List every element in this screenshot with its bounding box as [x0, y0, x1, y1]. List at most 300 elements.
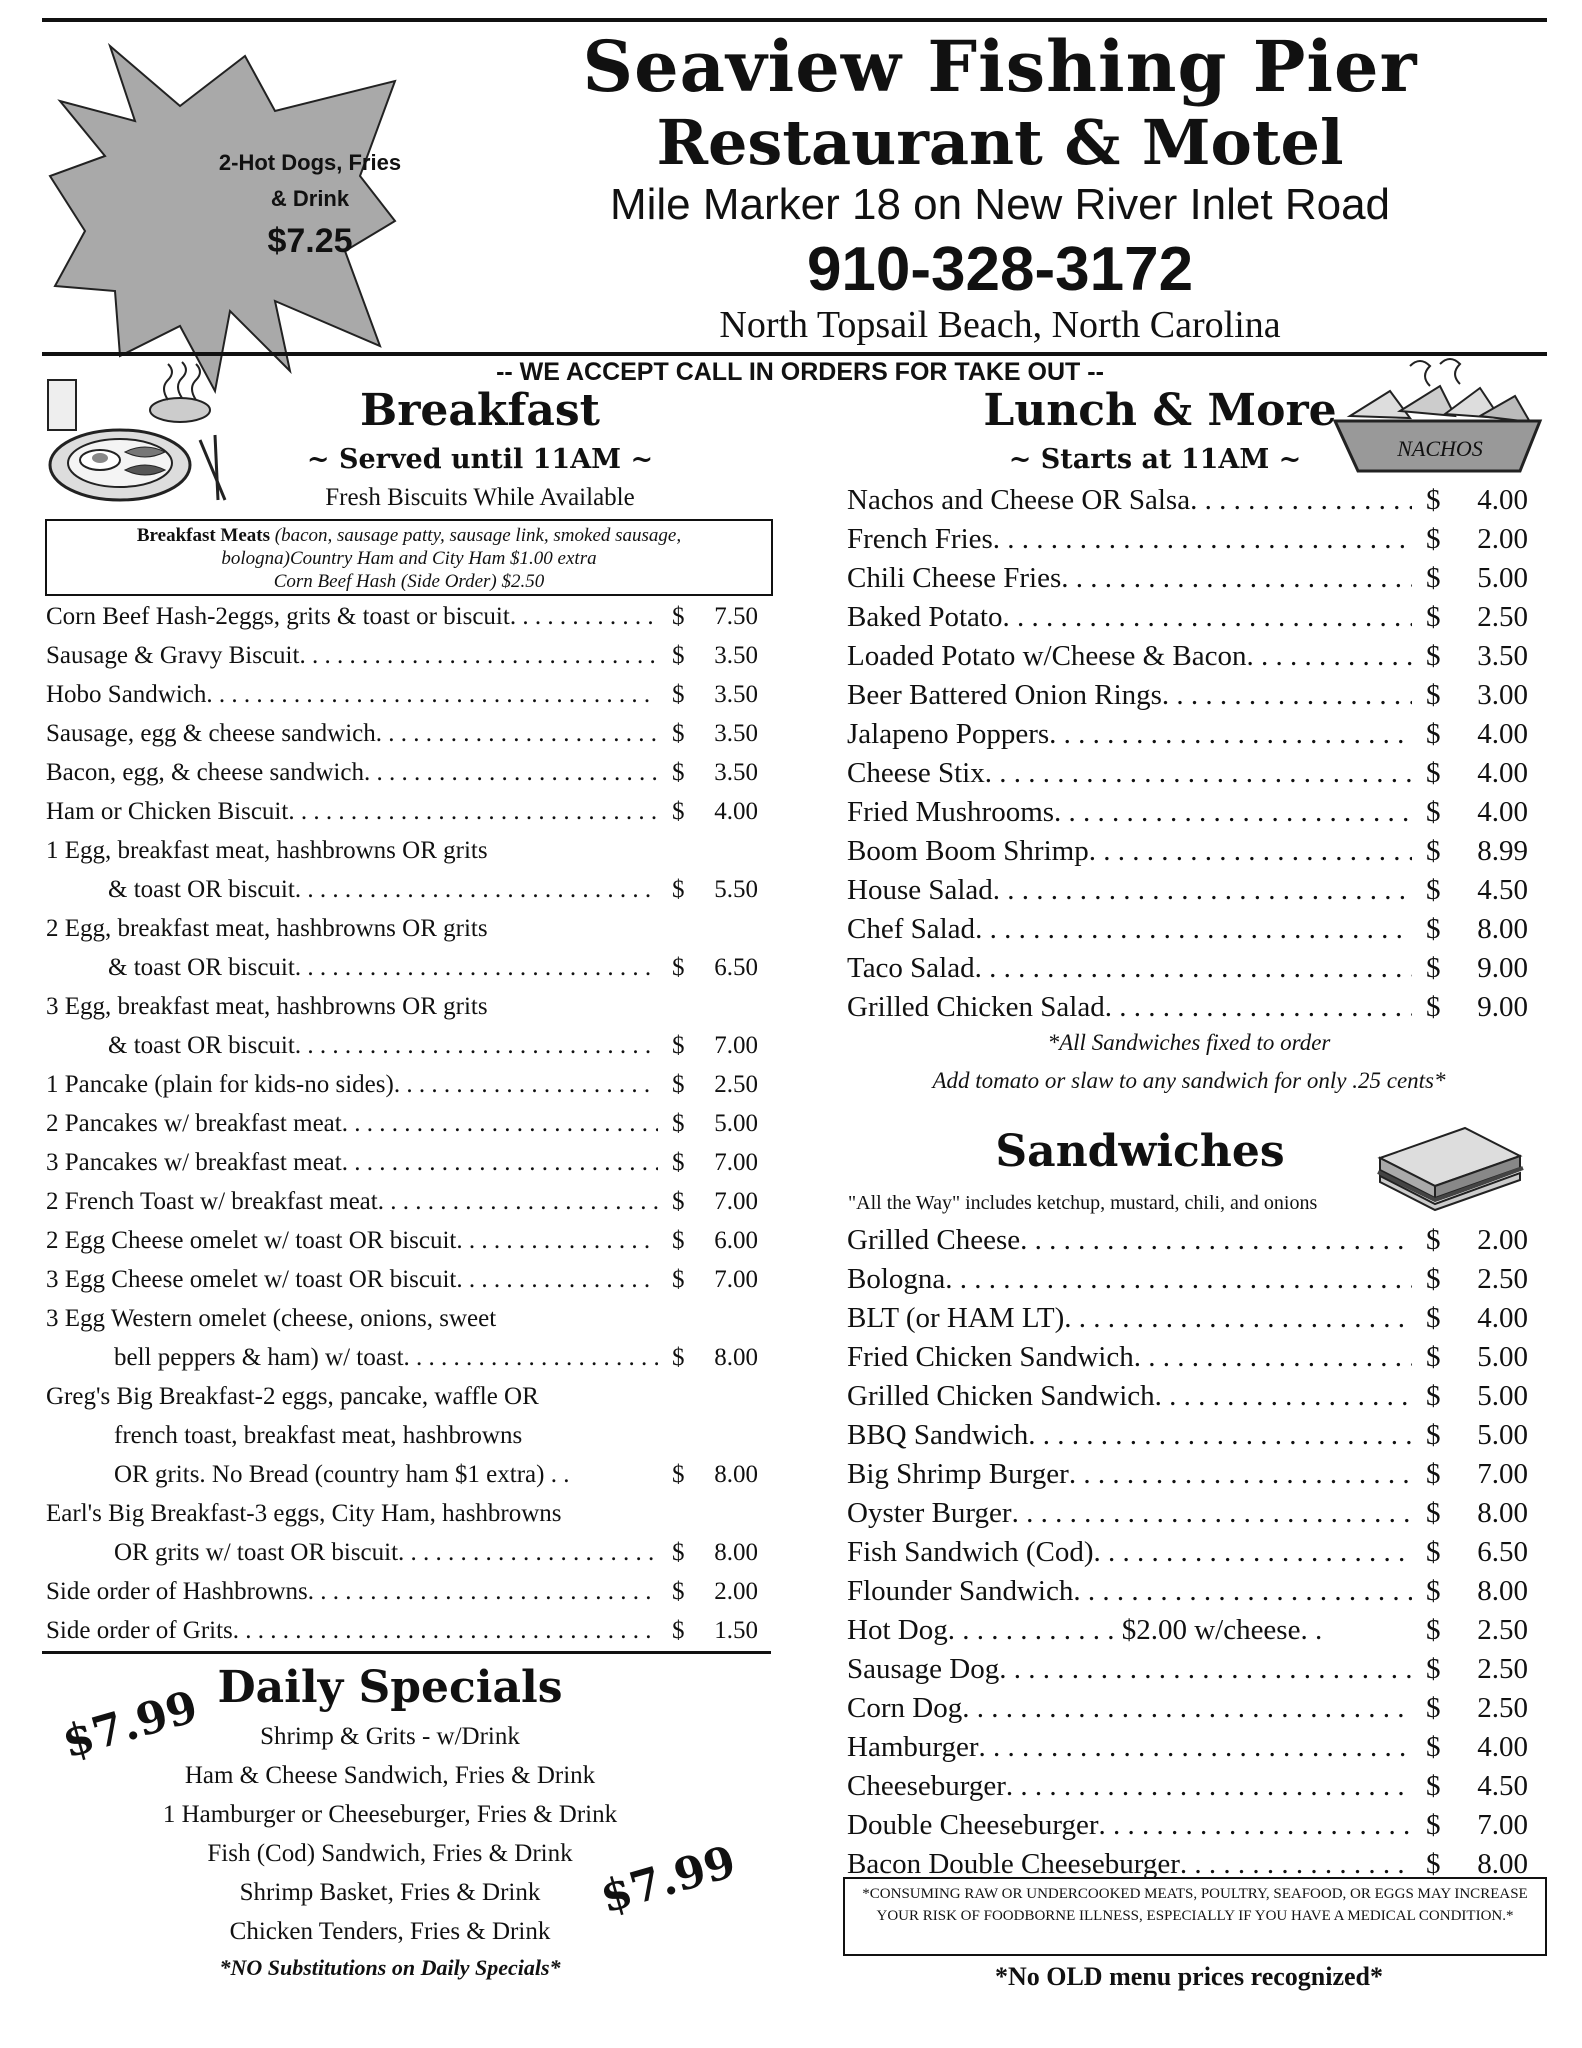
daily-specials-price-tag-1: $7.99 [56, 1681, 204, 1769]
currency-symbol: $ [672, 1344, 685, 1371]
breakfast-item-name: & toast OR biscuit [108, 876, 295, 903]
dot-leader [308, 1572, 658, 1611]
lunch-item-name: Grilled Chicken Salad [847, 991, 1105, 1023]
sandwich-item-price [1426, 1455, 1529, 1494]
phone-number: 910-328-3172 [806, 235, 1194, 304]
currency-symbol: $ [1426, 1575, 1441, 1607]
breakfast-bottom-rule [42, 1651, 771, 1654]
lunch-item [847, 637, 1529, 676]
nachos-label: NACHOS [1397, 436, 1483, 461]
lunch-title: Lunch & More [983, 385, 1337, 436]
daily-specials-list [100, 1717, 680, 1951]
sandwich-item-name: Bologna [847, 1263, 946, 1295]
dot-leader [1089, 832, 1412, 871]
sandwich-item-price [1426, 1338, 1529, 1377]
currency-symbol: $ [1426, 913, 1441, 945]
currency-symbol: $ [1426, 1770, 1441, 1802]
lunch-item-amount: 9.00 [1477, 991, 1528, 1023]
lunch-item-name: Beer Battered Onion Rings [847, 679, 1162, 711]
lunch-item-name: Jalapeno Poppers [847, 718, 1050, 750]
breakfast-item-amount: 8.00 [714, 1344, 758, 1371]
dot-leader [376, 714, 658, 753]
currency-symbol: $ [672, 954, 685, 981]
currency-symbol: $ [672, 1032, 685, 1059]
dot-leader [295, 948, 658, 987]
top-rule [42, 18, 1547, 22]
currency-symbol: $ [1426, 1809, 1441, 1841]
breakfast-item-price [672, 1260, 760, 1299]
sandwich-item-amount: 8.00 [1477, 1497, 1528, 1529]
lunch-item-price [1426, 637, 1529, 676]
sandwich-item [847, 1416, 1529, 1455]
lunch-item [847, 793, 1529, 832]
breakfast-item-name: Bacon, egg, & cheese sandwich [46, 759, 364, 786]
currency-symbol: $ [1426, 1458, 1441, 1490]
breakfast-item-name: Hobo Sandwich [46, 681, 207, 708]
sandwiches-title: Sandwiches [995, 1126, 1285, 1177]
daily-special-item: 1 Hamburger or Cheeseburger, Fries & Drink [162, 1801, 618, 1828]
breakfast-item [46, 987, 760, 1026]
dot-leader [295, 1026, 658, 1065]
sandwich-item-name: Flounder Sandwich [847, 1575, 1074, 1607]
currency-symbol: $ [1426, 757, 1441, 789]
breakfast-item-name: 3 Egg Western omelet (cheese, onions, sweet [46, 1305, 497, 1332]
sandwich-item-name: BBQ Sandwich [847, 1419, 1029, 1451]
starburst-shape [50, 46, 395, 391]
dot-leader [1049, 715, 1412, 754]
sandwich-item-name: Sausage Dog [847, 1653, 1000, 1685]
breakfast-meats-line2: bologna)Country Ham and City Ham $1.00 extra [221, 548, 597, 569]
breakfast-item-name: 2 Egg, breakfast meat, hashbrowns OR grits [46, 915, 488, 942]
sandwich-item-price [1426, 1299, 1529, 1338]
sandwich-item [847, 1221, 1529, 1260]
sandwich-item-name: Bacon Double Cheeseburger [847, 1848, 1180, 1880]
currency-symbol: $ [672, 1617, 685, 1644]
lunch-item-price [1426, 520, 1529, 559]
sandwich-item-price [1426, 1728, 1529, 1767]
dot-leader [1054, 793, 1412, 832]
sandwich-item-price [1426, 1611, 1529, 1650]
starburst-price: $7.25 [267, 222, 353, 260]
lunch-item-name: Baked Potato [847, 601, 1003, 633]
lunch-item [847, 949, 1529, 988]
breakfast-item-name: 2 Pancakes w/ breakfast meat [46, 1110, 342, 1137]
sandwich-item [847, 1260, 1529, 1299]
sandwich-item-name: Oyster Burger [847, 1497, 1012, 1529]
breakfast-item [46, 675, 760, 714]
sandwich-item-amount: 8.00 [1477, 1575, 1528, 1607]
breakfast-item [46, 753, 760, 792]
dot-leader [979, 1728, 1412, 1767]
currency-symbol: $ [1426, 640, 1441, 672]
lunch-item-name: French Fries [847, 523, 993, 555]
page-title: Seaview Fishing Pier [582, 25, 1418, 108]
currency-symbol: $ [672, 759, 685, 786]
breakfast-item-name: bell peppers & ham) w/ toast [114, 1344, 404, 1371]
breakfast-plate-icon [40, 360, 230, 510]
lunch-item-name: Nachos and Cheese OR Salsa [847, 484, 1191, 516]
breakfast-item-amount: 6.50 [714, 954, 758, 981]
dot-leader [1155, 1377, 1412, 1416]
lunch-item-amount: 4.50 [1477, 874, 1528, 906]
lunch-item [847, 871, 1529, 910]
dot-leader [394, 1065, 658, 1104]
lunch-item-name: Chili Cheese Fries [847, 562, 1062, 594]
sandwich-item-price [1426, 1260, 1529, 1299]
sandwich-item [847, 1299, 1529, 1338]
dot-leader [1134, 1338, 1412, 1377]
currency-symbol: $ [1426, 1263, 1441, 1295]
currency-symbol: $ [672, 1266, 685, 1293]
currency-symbol: $ [1426, 679, 1441, 711]
dot-leader [342, 1104, 658, 1143]
breakfast-biscuit-note: Fresh Biscuits While Available [325, 484, 635, 511]
breakfast-item-price [672, 753, 760, 792]
breakfast-item [46, 1221, 760, 1260]
sandwich-item-name: Cheeseburger [847, 1770, 1006, 1802]
dot-leader [456, 1221, 658, 1260]
dot-leader [1006, 1767, 1412, 1806]
sandwich-item-amount: 2.00 [1477, 1224, 1528, 1256]
breakfast-item-amount: 1.50 [714, 1617, 758, 1644]
sandwich-item-price [1426, 1572, 1529, 1611]
breakfast-item [46, 1299, 760, 1338]
sandwich-item-amount: 5.00 [1477, 1419, 1528, 1451]
breakfast-item-name: 1 Pancake (plain for kids-no sides) [46, 1071, 394, 1098]
breakfast-item-price [672, 1182, 760, 1221]
currency-symbol: $ [1426, 601, 1441, 633]
sandwich-item-name: Grilled Chicken Sandwich [847, 1380, 1155, 1412]
currency-symbol: $ [1426, 1614, 1441, 1646]
dot-leader [1162, 676, 1412, 715]
sandwich-item-name: Hamburger [847, 1731, 979, 1763]
breakfast-item-name: & toast OR biscuit [108, 954, 295, 981]
breakfast-item-price [672, 1338, 760, 1377]
location: North Topsail Beach, North Carolina [719, 304, 1281, 346]
breakfast-item-price [672, 1533, 760, 1572]
currency-symbol: $ [672, 1110, 685, 1137]
dot-leader [1094, 1533, 1413, 1572]
sandwich-item-amount: 7.00 [1477, 1809, 1528, 1841]
dot-leader [1020, 1221, 1412, 1260]
sandwich-item-amount: 4.00 [1477, 1731, 1528, 1763]
breakfast-title: Breakfast [360, 385, 600, 436]
breakfast-item [46, 1611, 760, 1650]
breakfast-item-amount: 7.00 [714, 1032, 758, 1059]
lunch-item [847, 481, 1529, 520]
currency-symbol: $ [672, 1539, 685, 1566]
breakfast-meats-label: Breakfast Meats [136, 525, 271, 546]
currency-symbol: $ [1426, 991, 1441, 1023]
sandwich-item-amount: 4.50 [1477, 1770, 1528, 1802]
sandwich-item-name: Hot Dog. . . . . . . . . . . . $2.00 w/cheese. . [847, 1614, 1323, 1646]
sandwich-item-amount: 5.00 [1477, 1341, 1528, 1373]
breakfast-item [46, 909, 760, 948]
lunch-item-price [1426, 715, 1529, 754]
lunch-item-amount: 4.00 [1477, 796, 1528, 828]
dot-leader [1190, 481, 1412, 520]
lunch-item-price [1426, 988, 1529, 1027]
dot-leader [364, 753, 658, 792]
currency-symbol: $ [1426, 1224, 1441, 1256]
breakfast-item [46, 1260, 760, 1299]
lunch-item-price [1426, 949, 1529, 988]
lunch-starts-note: ~ Starts at 11AM ~ [1008, 444, 1302, 475]
lunch-item-price [1426, 754, 1529, 793]
sandwich-item-price [1426, 1377, 1529, 1416]
breakfast-item [46, 1416, 760, 1455]
dot-leader [993, 520, 1412, 559]
currency-symbol: $ [672, 642, 685, 669]
sandwich-item-name: Double Cheeseburger [847, 1809, 1099, 1841]
breakfast-item-amount: 4.00 [714, 798, 758, 825]
dot-leader [378, 1182, 658, 1221]
breakfast-item-name: 3 Egg Cheese omelet w/ toast OR biscuit [46, 1266, 457, 1293]
breakfast-item-price [672, 1065, 760, 1104]
breakfast-item-name: 2 French Toast w/ breakfast meat [46, 1188, 378, 1215]
currency-symbol: $ [1426, 1302, 1441, 1334]
lunch-item-name: House Salad [847, 874, 993, 906]
currency-symbol: $ [1426, 1380, 1441, 1412]
breakfast-item [46, 1182, 760, 1221]
daily-specials-footnote: *NO Substitutions on Daily Specials* [219, 1955, 561, 1980]
dot-leader [1064, 1299, 1412, 1338]
currency-symbol: $ [1426, 1536, 1441, 1568]
dot-leader [1061, 559, 1412, 598]
currency-symbol: $ [1426, 1419, 1441, 1451]
breakfast-item-amount: 3.50 [714, 642, 758, 669]
lunch-note-2: Add tomato or slaw to any sandwich for only .25 cents* [932, 1068, 1446, 1093]
breakfast-item-name: OR grits w/ toast OR biscuit [114, 1539, 399, 1566]
old-prices-note: *No OLD menu prices recognized* [994, 1962, 1384, 1991]
sandwich-item [847, 1806, 1529, 1845]
dot-leader [1028, 1416, 1412, 1455]
breakfast-item-amount: 2.50 [714, 1071, 758, 1098]
lunch-item-price [1426, 481, 1529, 520]
lunch-item-amount: 4.00 [1477, 484, 1528, 516]
breakfast-item [46, 1533, 760, 1572]
dot-leader [398, 1533, 658, 1572]
dot-leader [1012, 1494, 1412, 1533]
breakfast-item [46, 1572, 760, 1611]
lunch-item-price [1426, 910, 1529, 949]
page-subtitle: Restaurant & Motel [656, 106, 1344, 179]
dot-leader [962, 1689, 1412, 1728]
breakfast-item [46, 1338, 760, 1377]
sandwich-item-amount: 4.00 [1477, 1302, 1528, 1334]
breakfast-served-note: ~ Served until 11AM ~ [306, 444, 654, 475]
breakfast-item-price [672, 675, 760, 714]
breakfast-item [46, 1104, 760, 1143]
lunch-item-name: Loaded Potato w/Cheese & Bacon [847, 640, 1247, 672]
sandwich-item-amount: 2.50 [1477, 1653, 1528, 1685]
lunch-item [847, 754, 1529, 793]
breakfast-item-name: Greg's Big Breakfast-2 eggs, pancake, waffle OR [46, 1383, 539, 1410]
breakfast-item-amount: 8.00 [714, 1539, 758, 1566]
dot-leader [404, 1338, 658, 1377]
sandwich-item-price [1426, 1767, 1529, 1806]
lunch-item-amount: 8.00 [1477, 913, 1528, 945]
breakfast-item [46, 1065, 760, 1104]
sandwich-item [847, 1689, 1529, 1728]
dot-leader [1105, 988, 1412, 1027]
sandwich-item-amount: 7.00 [1477, 1458, 1528, 1490]
currency-symbol: $ [672, 1149, 685, 1176]
breakfast-item-name: 1 Egg, breakfast meat, hashbrowns OR grits [46, 837, 488, 864]
dot-leader [288, 792, 658, 831]
breakfast-meats-line1: (bacon, sausage patty, sausage link, smoked sausage, [270, 525, 682, 546]
dot-leader [299, 636, 658, 675]
lunch-item-amount: 4.00 [1477, 718, 1528, 750]
breakfast-item-name: french toast, breakfast meat, hashbrowns [114, 1422, 523, 1449]
currency-symbol: $ [1426, 1848, 1441, 1880]
dot-leader [999, 1650, 1412, 1689]
lunch-item-price [1426, 871, 1529, 910]
lunch-item [847, 559, 1529, 598]
lunch-item [847, 910, 1529, 949]
currency-symbol: $ [1426, 1653, 1441, 1685]
currency-symbol: $ [672, 1578, 685, 1605]
breakfast-item-name: 3 Egg, breakfast meat, hashbrowns OR grits [46, 993, 488, 1020]
breakfast-item-price [672, 636, 760, 675]
sandwich-item [847, 1728, 1529, 1767]
currency-symbol: $ [1426, 1341, 1441, 1373]
breakfast-item [46, 831, 760, 870]
lunch-item [847, 676, 1529, 715]
currency-symbol: $ [672, 798, 685, 825]
dot-leader [342, 1143, 658, 1182]
lunch-item-name: Taco Salad [847, 952, 975, 984]
currency-symbol: $ [672, 1227, 685, 1254]
dot-leader [1002, 598, 1412, 637]
breakfast-item-amount: 6.00 [714, 1227, 758, 1254]
breakfast-item-price [672, 1455, 760, 1494]
currency-symbol: $ [1426, 796, 1441, 828]
lunch-item [847, 520, 1529, 559]
sandwich-item-price [1426, 1650, 1529, 1689]
currency-symbol: $ [672, 720, 685, 747]
breakfast-item [46, 1494, 760, 1533]
breakfast-item-price [672, 1026, 760, 1065]
header-rule [42, 352, 1547, 356]
currency-symbol: $ [1426, 1731, 1441, 1763]
dot-leader [206, 675, 658, 714]
sandwich-item [847, 1650, 1529, 1689]
dot-leader [1073, 1572, 1412, 1611]
currency-symbol: $ [672, 603, 685, 630]
lunch-item-amount: 3.00 [1477, 679, 1528, 711]
breakfast-item [46, 1143, 760, 1182]
daily-special-item: Chicken Tenders, Fries & Drink [229, 1918, 551, 1945]
currency-symbol: $ [1426, 718, 1441, 750]
breakfast-item-price [672, 792, 760, 831]
sandwich-item [847, 1494, 1529, 1533]
breakfast-item-price [672, 1104, 760, 1143]
dot-leader [1069, 1455, 1412, 1494]
currency-symbol: $ [1426, 562, 1441, 594]
breakfast-item-price [672, 1221, 760, 1260]
lunch-item-name: Cheese Stix [847, 757, 985, 789]
sandwich-item-price [1426, 1533, 1529, 1572]
currency-symbol: $ [672, 876, 685, 903]
currency-symbol: $ [1426, 1692, 1441, 1724]
breakfast-item-amount: 7.50 [714, 603, 758, 630]
lunch-item-price [1426, 598, 1529, 637]
breakfast-item-name: OR grits. No Bread (country ham $1 extra) . . [114, 1461, 570, 1488]
currency-symbol: $ [1426, 1497, 1441, 1529]
dot-leader [1099, 1806, 1412, 1845]
sandwich-item-price [1426, 1806, 1529, 1845]
nachos-basket-icon [1330, 356, 1545, 486]
sandwich-item [847, 1611, 1529, 1650]
lunch-item-amount: 8.99 [1477, 835, 1528, 867]
lunch-item-price [1426, 676, 1529, 715]
sandwiches-all-the-way: "All the Way" includes ketchup, mustard, chili, and onions [848, 1192, 1318, 1214]
breakfast-item-name: Ham or Chicken Biscuit [46, 798, 289, 825]
breakfast-item-amount: 7.00 [714, 1188, 758, 1215]
sandwich-item-amount: 2.50 [1477, 1614, 1528, 1646]
breakfast-item [46, 636, 760, 675]
lunch-item-amount: 2.50 [1477, 601, 1528, 633]
currency-symbol: $ [672, 681, 685, 708]
breakfast-item-amount: 2.00 [714, 1578, 758, 1605]
breakfast-item-name: 3 Pancakes w/ breakfast meat [46, 1149, 342, 1176]
currency-symbol: $ [672, 1461, 685, 1488]
breakfast-item-amount: 8.00 [714, 1461, 758, 1488]
lunch-item [847, 715, 1529, 754]
dot-leader [993, 871, 1412, 910]
sandwich-item-name: Grilled Cheese [847, 1224, 1021, 1256]
sandwich-item [847, 1572, 1529, 1611]
starburst-line1: 2-Hot Dogs, Fries [218, 150, 402, 175]
dot-leader [975, 910, 1412, 949]
sandwich-item-name: BLT (or HAM LT) [847, 1302, 1065, 1334]
lunch-item-amount: 2.00 [1477, 523, 1528, 555]
daily-specials-price-tag-2: $7.99 [594, 1836, 742, 1924]
breakfast-item-name: 2 Egg Cheese omelet w/ toast OR biscuit [46, 1227, 457, 1254]
sandwich-item-amount: 8.00 [1477, 1848, 1528, 1880]
lunch-item-price [1426, 559, 1529, 598]
lunch-item-name: Boom Boom Shrimp [847, 835, 1089, 867]
sandwich-item [847, 1377, 1529, 1416]
breakfast-item-name: Corn Beef Hash-2eggs, grits & toast or biscuit [46, 603, 510, 630]
sandwich-menu-list [847, 1221, 1529, 1884]
breakfast-item-price [672, 597, 760, 636]
breakfast-item [46, 714, 760, 753]
sandwich-item [847, 1455, 1529, 1494]
breakfast-item [46, 597, 760, 636]
sandwich-item-price [1426, 1221, 1529, 1260]
sandwich-item [847, 1533, 1529, 1572]
sandwich-item-name: Big Shrimp Burger [847, 1458, 1069, 1490]
sandwich-item-amount: 5.00 [1477, 1380, 1528, 1412]
sandwich-item [847, 1338, 1529, 1377]
dot-leader [510, 597, 658, 636]
lunch-item [847, 832, 1529, 871]
breakfast-item-amount: 5.50 [714, 876, 758, 903]
dot-leader [233, 1611, 658, 1650]
breakfast-item-amount: 7.00 [714, 1266, 758, 1293]
starburst-line2: & Drink [270, 186, 350, 211]
sandwich-item-price [1426, 1689, 1529, 1728]
dot-leader [985, 754, 1412, 793]
sandwich-item [847, 1767, 1529, 1806]
breakfast-item-price [672, 1143, 760, 1182]
dot-leader [295, 870, 658, 909]
breakfast-item-price [672, 870, 760, 909]
takeout-note: -- WE ACCEPT CALL IN ORDERS FOR TAKE OUT -- [496, 358, 1104, 386]
lunch-item-name: Fried Mushrooms [847, 796, 1055, 828]
